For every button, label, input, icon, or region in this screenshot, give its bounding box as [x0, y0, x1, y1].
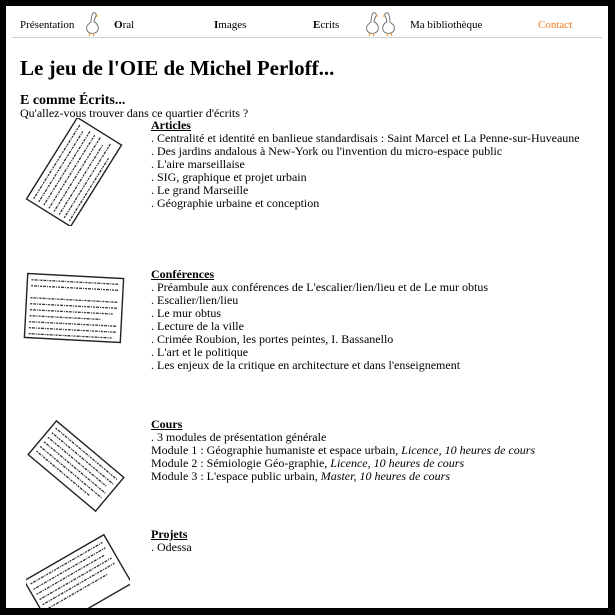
cours-paper-thumbnail[interactable] — [24, 416, 128, 516]
conferences-heading-link[interactable]: Conférences — [151, 267, 215, 281]
conferences-item[interactable]: . Le mur obtus — [151, 306, 221, 320]
articles-heading-link[interactable]: Articles — [151, 118, 191, 132]
top-navigation — [6, 6, 608, 42]
articles-paper-thumbnail[interactable] — [24, 118, 124, 226]
conferences-item[interactable]: . L'art et le politique — [151, 345, 249, 359]
conferences-item[interactable]: . Préambule aux conférences de L'escalier/lien/lieu et de Le mur obtus — [151, 280, 489, 294]
projets-heading-link[interactable]: Projets — [151, 527, 188, 541]
section-title: E comme Écrits... — [20, 93, 126, 108]
intro-text: Qu'allez-vous trouver dans ce quartier d'écrits ? — [20, 106, 249, 120]
articles-item[interactable]: . SIG, graphique et projet urbain — [151, 170, 307, 184]
nav-images[interactable]: Images — [214, 19, 247, 31]
cours-module-item[interactable]: Module 1 : Géographie humaniste et espace urbain, Licence, 10 heures de cours — [151, 443, 536, 457]
nav-oral[interactable]: Oral — [114, 19, 135, 31]
projets-paper-thumbnail[interactable] — [26, 530, 130, 608]
conferences-item[interactable]: . Crimée Roubion, les portes peintes, I. Bassanello — [151, 332, 394, 346]
cours-section — [151, 418, 601, 483]
cours-intro-item[interactable]: . 3 modules de présentation générale — [151, 430, 327, 444]
articles-item[interactable]: . L'aire marseillaise — [151, 157, 245, 171]
nav-bibliotheque[interactable]: Ma bibliothèque — [410, 19, 483, 31]
conferences-item[interactable]: . Escalier/lien/lieu — [151, 293, 239, 307]
conferences-item[interactable]: . Les enjeux de la critique en architecture et dans l'enseignement — [151, 358, 461, 372]
articles-section — [151, 119, 601, 210]
conferences-section — [151, 268, 601, 372]
cours-module-item[interactable]: Module 2 : Sémiologie Géo-graphie, Licence, 10 heures de cours — [151, 456, 465, 470]
conferences-item[interactable]: . Lecture de la ville — [151, 319, 244, 333]
cours-module-item[interactable]: Module 3 : L'espace public urbain, Master, 10 heures de cours — [151, 469, 450, 483]
articles-item[interactable]: . Centralité et identité en banlieue standardisais : Saint Marcel et La Penne-sur-Huveaune — [151, 131, 580, 145]
two-geese-icon — [366, 11, 396, 37]
projets-section — [151, 528, 601, 554]
page-title: Le jeu de l'OIE de Michel Perloff... — [20, 56, 335, 80]
cours-heading-link[interactable]: Cours — [151, 417, 183, 431]
articles-item[interactable]: . Géographie urbaine et conception — [151, 196, 320, 210]
nav-presentation[interactable]: Présentation — [20, 19, 75, 31]
nav-contact[interactable]: Contact — [538, 19, 573, 31]
articles-item[interactable]: . Des jardins andalous à New-York ou l'invention du micro-espace public — [151, 144, 503, 158]
projets-item[interactable]: . Odessa — [151, 540, 192, 554]
goose-icon — [84, 11, 100, 37]
nav-divider — [12, 37, 602, 38]
conferences-paper-thumbnail[interactable] — [22, 268, 126, 348]
articles-item[interactable]: . Le grand Marseille — [151, 183, 249, 197]
nav-ecrits[interactable]: Ecrits — [313, 19, 340, 31]
